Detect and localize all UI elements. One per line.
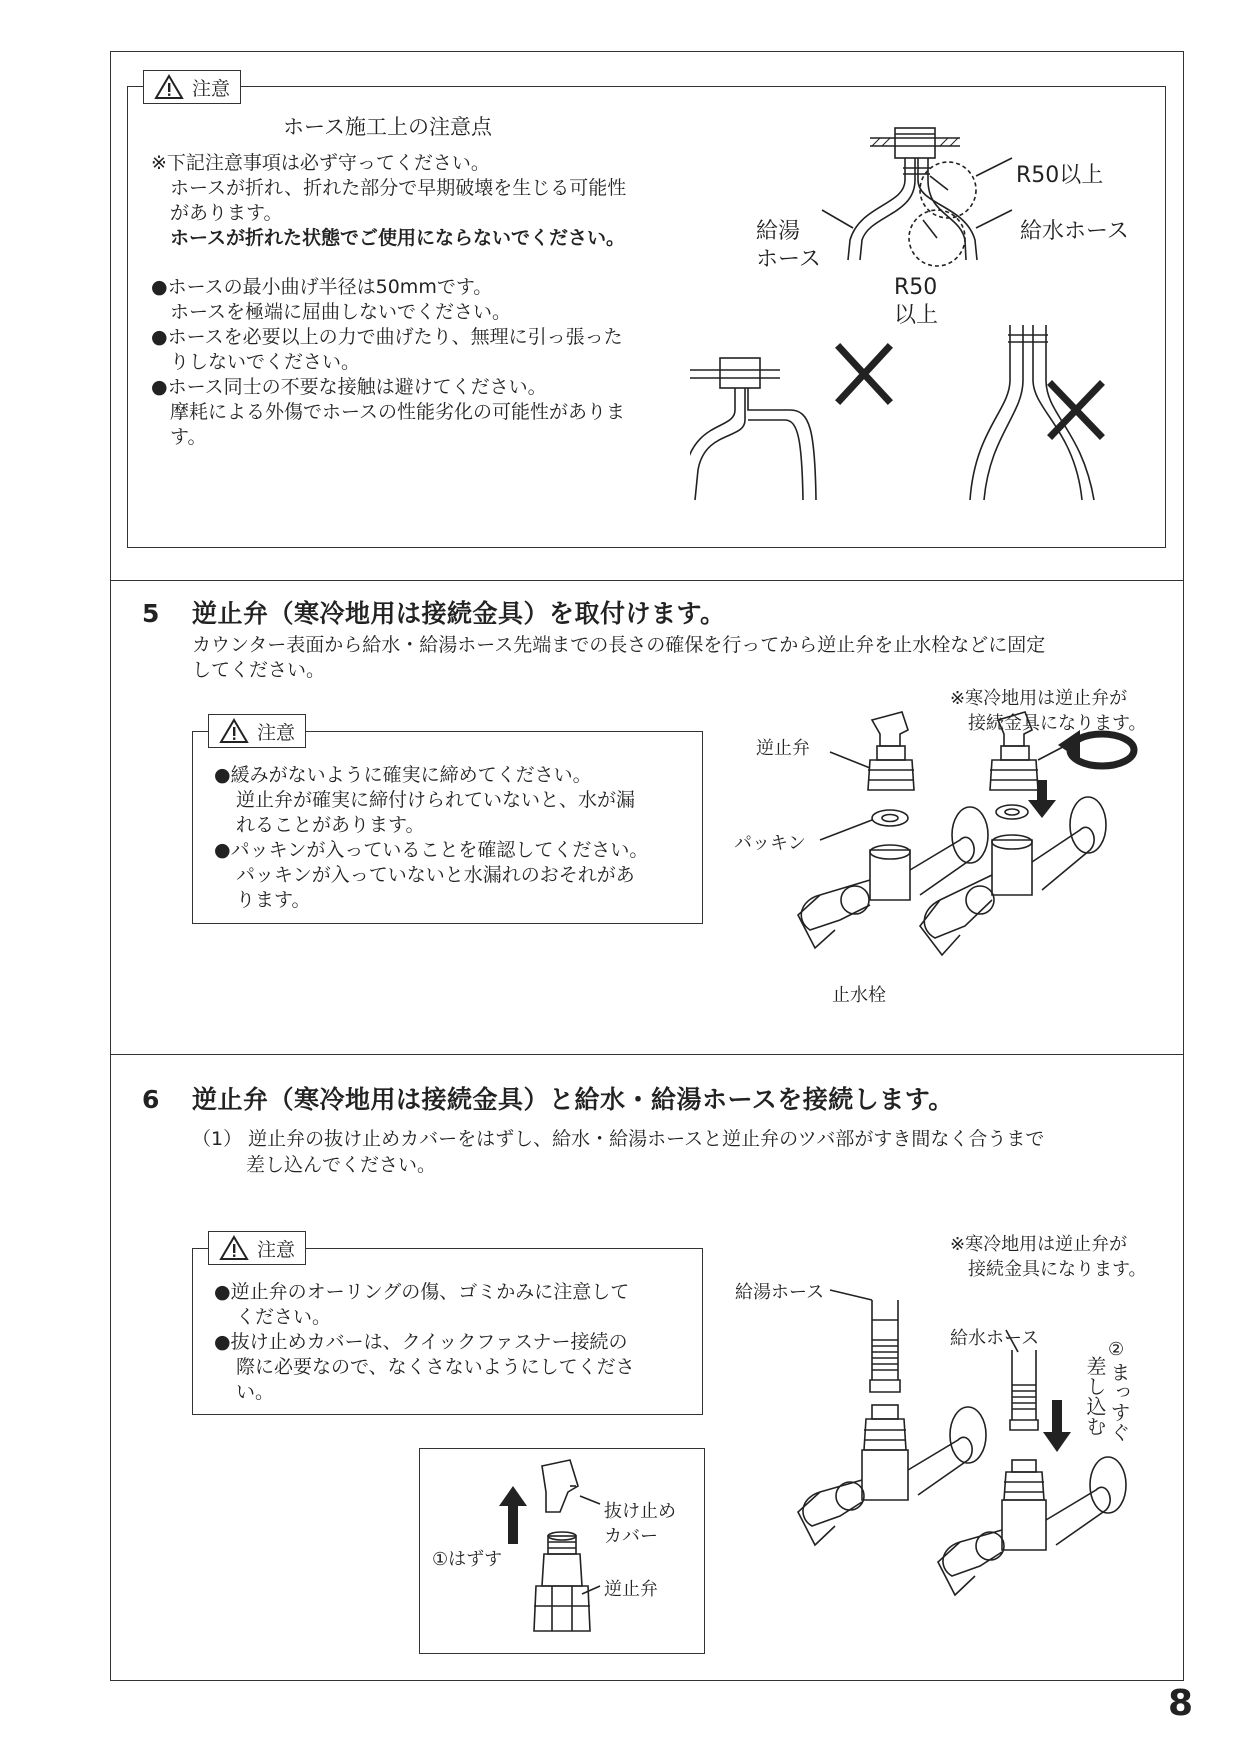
- section5-desc-2: してください。: [192, 659, 326, 681]
- caution-label: 注意: [192, 77, 231, 100]
- caution1-line-8: ●ホース同士の不要な接触は避けてください。: [151, 376, 547, 398]
- hot-hose-label: 給湯ホース: [735, 1282, 825, 1303]
- section5-desc-1: カウンター表面から給水・給湯ホース先端までの長さの確保を行ってから逆止弁を止水栓などに固定: [192, 634, 1046, 656]
- section5-note-2: 接続金具になります。: [968, 713, 1147, 734]
- stop-valve-label: 止水栓: [832, 985, 886, 1006]
- section5-caution-line-0: ●緩みがないように確実に締めてください。: [214, 764, 592, 786]
- warning-icon: [219, 718, 249, 744]
- r50-upper-label: R50以上: [1016, 163, 1104, 188]
- caution1-title: ホース施工上の注意点: [283, 115, 492, 139]
- caution1-line-4: ●ホースの最小曲げ半径は50mmです。: [151, 276, 493, 298]
- section6-caution-line-3: 際に必要なので、なくさないようにしてくださ: [236, 1356, 635, 1378]
- cold-hose-label: 給水ホース: [950, 1328, 1040, 1349]
- cold-hose-label: 給水ホース: [1020, 219, 1129, 244]
- r50-lower-label-2: 以上: [894, 303, 939, 328]
- section5-title-text: 逆止弁（寒冷地用は接続金具）を取付けます。: [192, 599, 726, 628]
- caution1-line-2: があります。: [170, 202, 283, 224]
- insert-push-label: 差し込む: [1083, 1356, 1107, 1436]
- caution1-line-6: ●ホースを必要以上の力で曲げたり、無理に引っ張った: [151, 326, 623, 348]
- section5-title: [142, 594, 726, 630]
- check-valve-install-illustration: [780, 690, 1200, 1020]
- caution1-line-5: ホースを極端に屈曲しないでください。: [170, 301, 512, 323]
- section6-number: 6: [142, 1085, 160, 1114]
- section5-number: 5: [142, 599, 160, 628]
- caution-tag-5: [208, 714, 306, 748]
- section6-title: [142, 1080, 954, 1116]
- section5-note-1: ※寒冷地用は逆止弁が: [950, 688, 1128, 709]
- section6-step-1: （1） 逆止弁の抜け止めカバーをはずし、給水・給湯ホースと逆止弁のツバ部がすき間なく合うまで: [192, 1128, 1045, 1150]
- retainer-cover-label-1: 抜け止め: [604, 1501, 676, 1522]
- section6-caution-line-2: ●抜け止めカバーは、クイックファスナー接続の: [214, 1331, 628, 1353]
- section5-caution-line-3: ●パッキンが入っていることを確認してください。: [214, 839, 649, 861]
- section6-note-2: 接続金具になります。: [968, 1259, 1147, 1280]
- insert-number: ②: [1108, 1339, 1125, 1360]
- section6-step-2: 差し込んでください。: [246, 1154, 437, 1176]
- section6-caution-line-0: ●逆止弁のオーリングの傷、ゴミかみに注意して: [214, 1281, 630, 1303]
- section6-caution-line-4: い。: [236, 1381, 275, 1403]
- section5-caution-line-1: 逆止弁が確実に締付けられていないと、水が漏: [236, 789, 636, 811]
- check-valve-label: 逆止弁: [756, 738, 810, 759]
- section6-title-text: 逆止弁（寒冷地用は接続金具）と給水・給湯ホースを接続します。: [192, 1085, 954, 1114]
- section5-caution-line-5: ります。: [236, 889, 311, 911]
- hot-hose-label-1: 給湯: [756, 219, 801, 244]
- remove-label: ①はずす: [432, 1549, 503, 1570]
- section5-caution-line-4: パッキンが入っていないと水漏れのおそれがあ: [236, 864, 635, 886]
- section6-caution-line-1: ください。: [236, 1306, 332, 1328]
- caution-label: 注意: [257, 721, 296, 744]
- cover-removal-illustration: [490, 1456, 630, 1646]
- page-number: 8: [1167, 1683, 1193, 1724]
- divider-5: [110, 580, 1184, 581]
- section6-note-1: ※寒冷地用は逆止弁が: [950, 1234, 1128, 1255]
- inset-check-valve-label: 逆止弁: [604, 1579, 658, 1600]
- caution-tag-6: [208, 1231, 306, 1265]
- section5-caution-line-2: れることがあります。: [236, 814, 425, 836]
- divider-6: [110, 1054, 1184, 1055]
- caution1-line-10: す。: [170, 426, 207, 448]
- hot-hose-label-2: ホース: [756, 247, 821, 272]
- insert-straight-label: まっすぐ: [1107, 1362, 1131, 1442]
- caution1-line-3: ホースが折れた状態でご使用にならないでください。: [170, 227, 626, 249]
- warning-icon: [154, 74, 184, 100]
- caution1-line-0: ※下記注意事項は必ず守ってください。: [151, 152, 490, 174]
- caution-tag-1: [143, 70, 241, 104]
- caution1-line-1: ホースが折れ、折れた部分で早期破壊を生じる可能性: [170, 177, 627, 199]
- caution1-line-7: りしないでください。: [170, 351, 361, 373]
- caution1-line-9: 摩耗による外傷でホースの性能劣化の可能性がありま: [170, 401, 626, 423]
- r50-lower-label-1: R50: [894, 275, 938, 300]
- warning-icon: [219, 1235, 249, 1261]
- packing-label: パッキン: [734, 833, 806, 854]
- retainer-cover-label-2: カバー: [604, 1526, 658, 1547]
- caution-label: 注意: [257, 1238, 296, 1261]
